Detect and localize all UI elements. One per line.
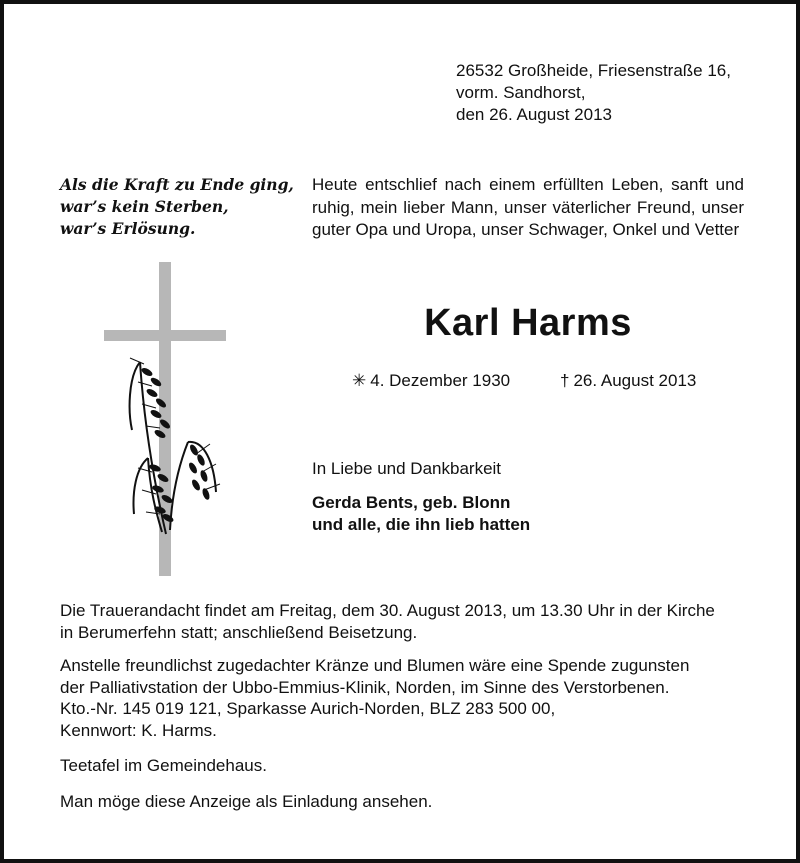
quote-line: war’s Erlösung. xyxy=(60,219,196,238)
date-line: den 26. August 2013 xyxy=(456,105,612,124)
mourners-block xyxy=(312,492,530,536)
quote-block xyxy=(60,174,294,240)
death-cross-icon: † xyxy=(560,371,570,390)
mourner-line: Gerda Bents, geb. Blonn xyxy=(312,493,511,512)
birth-date xyxy=(352,371,510,391)
address-line: 26532 Großheide, Friesenstraße 16, xyxy=(456,61,731,80)
thanks-line: In Liebe und Dankbarkeit xyxy=(312,459,502,478)
wheat-icon xyxy=(130,358,220,534)
service-line: in Berumerfehn statt; anschließend Beisetzung. xyxy=(60,622,418,642)
reference-line: Kennwort: K. Harms. xyxy=(60,720,217,740)
bank-account-line: Kto.-Nr. 145 019 121, Sparkasse Aurich-Norden, BLZ 283 500 00, xyxy=(60,699,556,718)
deceased-name: Karl Harms xyxy=(424,302,632,344)
mourner-line: und alle, die ihn lieb hatten xyxy=(312,515,531,534)
address-line: vorm. Sandhorst, xyxy=(456,83,586,102)
service-line: Die Trauerandacht findet am Freitag, dem 30. August 2013, um 13.30 Uhr in der Kirche xyxy=(60,601,715,620)
address-block xyxy=(456,60,731,126)
tea-line: Teetafel im Gemeindehaus. xyxy=(60,756,267,775)
cross-with-wheat-icon xyxy=(100,262,230,576)
service-paragraph xyxy=(60,600,746,643)
birth-date-text: 4. Dezember 1930 xyxy=(370,371,511,390)
quote-line: war’s kein Sterben, xyxy=(60,197,229,216)
quote-line: Als die Kraft zu Ende ging, xyxy=(60,175,294,194)
donation-paragraph xyxy=(60,655,746,741)
death-date-text: 26. August 2013 xyxy=(573,371,697,390)
donation-line: der Palliativstation der Ubbo-Emmius-Klinik, Norden, im Sinne des Verstorbenen. xyxy=(60,677,670,697)
intro-text: Heute entschlief nach einem erfüllten Leben, sanft und ruhig, mein lieber Mann, unser väterlicher Freund, unser guter Opa und Uropa, unser Schwager, Onkel und Vetter xyxy=(312,175,744,239)
death-date xyxy=(560,371,696,391)
donation-line: Anstelle freundlichst zugedachter Kränze und Blumen wäre eine Spende zugunsten xyxy=(60,656,690,675)
birth-star-icon: ✳ xyxy=(352,371,367,390)
invitation-line: Man möge diese Anzeige als Einladung ansehen. xyxy=(60,792,433,811)
